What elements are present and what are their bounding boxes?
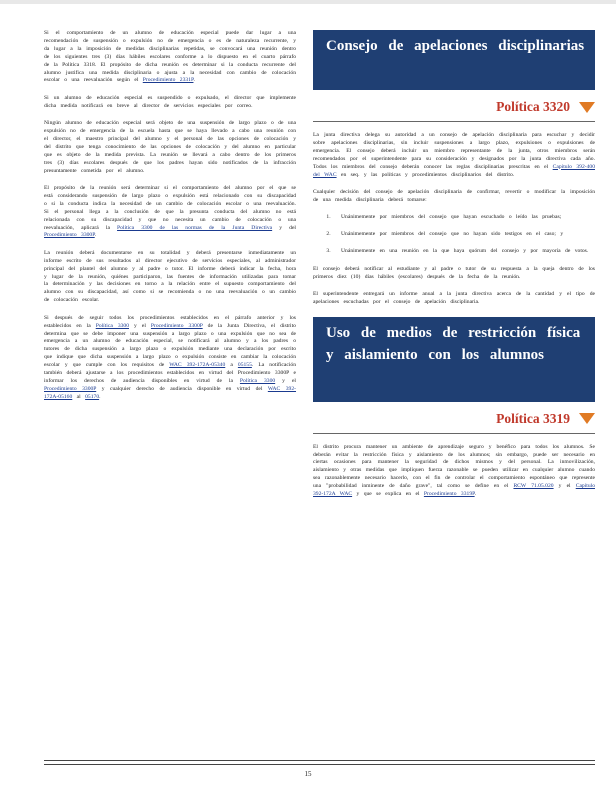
procedure-link[interactable]: Procedimiento 3300P	[44, 232, 95, 239]
section-title: Consejo de apelaciones disciplinarias	[326, 38, 585, 54]
right-column	[313, 30, 595, 508]
text: El superintendente entregará un informe anual a la junta directiva acerca de la cantidad y el tipo de apelaciones escuchadas por el consejo de apelación disciplinaria.	[313, 291, 595, 306]
paragraph	[44, 185, 296, 240]
policy-heading	[313, 96, 595, 118]
section-title: Uso de medios de restricción física y aislamiento con los alumnos	[326, 324, 581, 363]
divider	[313, 433, 595, 434]
wac-link[interactable]: Capítulo 392-400 del WAC	[313, 163, 595, 178]
text: Ningún alumno de educación especial será objeto de una suspensión de largo plazo o de una expulsión no de emergencia de la escuela hasta que se haya llevado a cabo una reunión con el director, el maestro principal del alumno y el personal de las opciones de colocación y del distrito que tenga conocimiento de las opciones de colocación y del alumno en particular que es objeto de la medida prevista. La reunión se llevará a cabo dentro de los primeros tres (3) días escolares después de que los padres hayan sido notificados de la infracción presuntamente cometida por el alumno.	[44, 120, 296, 174]
text: y cualquier derecho de audiencia disponible en virtud del	[96, 385, 268, 392]
text: .	[474, 491, 477, 498]
procedure-link[interactable]: Procedimiento 3300P	[150, 322, 203, 329]
text: La reunión deberá documentarse en su totalidad y deberá presentarse inmediatamente un informe escrito de sus resultados al director ejecutivo de servicios especiales, al administrador principal del plantel del alumno y al padre o tutor. El informe deberá indicar la fecha, hora y lugar de la reunión, quiénes participaron, las fuentes de información utilizadas para tomar la determinación y las decisiones en torno a la relación entre el supuesto comportamiento del alumno con su discapacidad, así como si se recomienda o no una reevaluación o un cambio de colocación escolar.	[44, 249, 296, 304]
wac-link[interactable]: 05170	[85, 393, 100, 400]
rcw-link[interactable]: RCW 71.05.020	[513, 483, 554, 490]
text: .	[94, 232, 97, 239]
text: en seq. y las políticas y procedimientos disciplinarios del distrito.	[336, 171, 515, 178]
policy-number: Política 3320	[496, 99, 570, 114]
divider	[313, 121, 595, 122]
paragraph	[313, 189, 595, 205]
wac-link[interactable]: WAC 392-172A-05340	[169, 362, 226, 369]
text: Si después de seguir todos los procedimientos establecidos en el párrafo anterior y los establecidos en la	[44, 314, 296, 329]
text: a	[225, 362, 238, 369]
footer-rule	[44, 760, 595, 761]
wac-link[interactable]: WAC 392-172A-05160	[44, 385, 297, 400]
paragraph	[313, 132, 595, 179]
text: Si un alumno de educación especial es suspendido o expulsado, el director que implemente dicha medida notificará en breve al director de servicios especiales por correo.	[44, 94, 296, 109]
policy-link[interactable]: Política 3300	[95, 322, 130, 329]
text: El distrito procura mantener un ambiente de aprendizaje seguro y benéfico para todos los alumnos. Se deberán evitar la restricción física y aislamiento de los alumnos; sin embargo, puede ser necesario en ciertas ocasiones para mantener la seguridad de dichos mismos y del personal. La inmovilización, aislamiento y otras medidas que impliquen fuerza razonable se pueden utilizar en cualquier alumno cuando sea razonablemente necesario hacerlo, con el fin de controlar el comportamiento espontáneo que represente una "probabilidad inminente de daño grave", tal como se define en el	[313, 443, 595, 490]
left-column	[44, 30, 296, 411]
list-item: 3. Unánimemente en una reunión en la que haya quórum del consejo y por mayoría de votos.	[335, 248, 595, 256]
top-rule	[0, 0, 616, 4]
text: y el	[553, 483, 576, 490]
wac-link[interactable]: Capítulo 392-172A WAC	[313, 483, 595, 498]
paragraph	[313, 444, 595, 499]
text: al	[72, 393, 86, 400]
paragraph	[44, 250, 296, 305]
text: y que se explica en el	[352, 491, 424, 498]
section-header	[313, 30, 595, 90]
section-header	[313, 317, 595, 402]
paragraph	[44, 120, 296, 175]
text: y del	[272, 224, 296, 231]
paragraph	[44, 95, 296, 111]
criteria-list	[313, 214, 595, 256]
text: El propósito de la reunión será determinar si el comportamiento del alumno por el que se está considerando suspensión de largo plazo o expulsión está relacionado con su discapacidad o si la conducta indica la necesidad de un cambio de colocación escolar o una reevaluación. Si el personal llega a la conclusión de que la presunta conducta del alumno no está relacionada con su discapacidad y que no necesita un cambio de colocación o una reevaluación, aplicará la	[44, 185, 296, 231]
text: .	[99, 393, 101, 400]
policy-number: Política 3319	[496, 410, 570, 426]
text: y el	[275, 377, 296, 384]
paragraph	[313, 291, 595, 307]
footer-rule	[44, 764, 595, 765]
wac-link[interactable]: 05155	[237, 362, 252, 369]
text: . La notificación también deberá ajustarse a los procedimientos establecidos en virtud del Procedimiento 3300P e informar los derechos de audiencia disponibles en virtud de la	[44, 362, 297, 384]
text: El consejo deberá notificar al estudiante y al padre o tutor de su respuesta a la queja dentro de los primeros diez (10) días hábiles (escolares) después de la fecha de la reunión.	[313, 265, 595, 280]
procedure-link[interactable]: Procedimiento 3300P	[44, 385, 97, 392]
triangle-down-icon	[579, 102, 595, 113]
text: Cualquier decisión del consejo de apelación disciplinaria de confirmar, revertir o modificar la imposición de una medida disciplinaria deberá tomarse:	[313, 188, 595, 203]
text: La junta directiva delega su autoridad a un consejo de apelación disciplinaria para escuchar y decidir sobre apelaciones disciplinarias, sin incluir suspensiones a largo plazo, expulsiones o expulsiones de emergencia. El consejo deberá incluir un miembro representante de la junta, otros miembros serán recomendados por el superintendente para su consideración y designados por la junta directiva cada año. Todos los miembros del consejo deberán conocer las reglas disciplinarias prescritas en el	[313, 132, 595, 170]
text: .	[193, 77, 195, 84]
procedure-link[interactable]: Procedimiento 2331P	[142, 77, 194, 84]
text: de la Junta Directiva, el distrito determina que se debe imponer una suspensión a largo plazo o una expulsión que no sea de emergencia a un alumno de educación especial, se notificará al alumno y a los padres o tutores de dicha suspensión a largo plazo o expulsión mediante una declaración por escrito que indique que dicha suspensión a largo plazo o expulsión consiste en cambiar la colocación escolar y que cumple con los requisitos de	[44, 322, 297, 369]
paragraph	[44, 30, 296, 85]
policy-link[interactable]: Política 3300 de las normas de la Junta Directiva	[117, 224, 273, 231]
paragraph	[313, 266, 595, 282]
list-item: 2. Unánimemente por miembros del consejo que no hayan sido testigos en el caso; y	[335, 231, 595, 239]
paragraph	[44, 315, 296, 402]
text: Si el comportamiento de un alumno de educación especial puede dar lugar a una recomendación de suspensión o expulsión no de emergencia o es de naturaleza recurrente, y da lugar a la imposición de medidas disciplinarias repetidas, se convocará una reunión dentro de los siguientes tres (3) días hábiles escolares conforme a lo dispuesto en el cuarto párrafo de la Política 3318. El propósito de dicha reunión es determinar si la conducta recurrente del alumno justifica una medida disciplinaria o ajusta a la necesidad con cambio de colocación escolar o una reevaluación según el	[44, 30, 296, 84]
policy-heading	[313, 408, 595, 430]
policy-link[interactable]: Política 3300	[239, 377, 276, 384]
text: y el	[129, 322, 151, 329]
triangle-down-icon	[579, 413, 595, 424]
list-item: 1. Unánimemente por miembros del consejo que hayan escuchado o leído las pruebas;	[335, 214, 595, 222]
procedure-link[interactable]: Procedimiento 3319P	[423, 491, 475, 498]
page-number: 15	[304, 770, 312, 778]
